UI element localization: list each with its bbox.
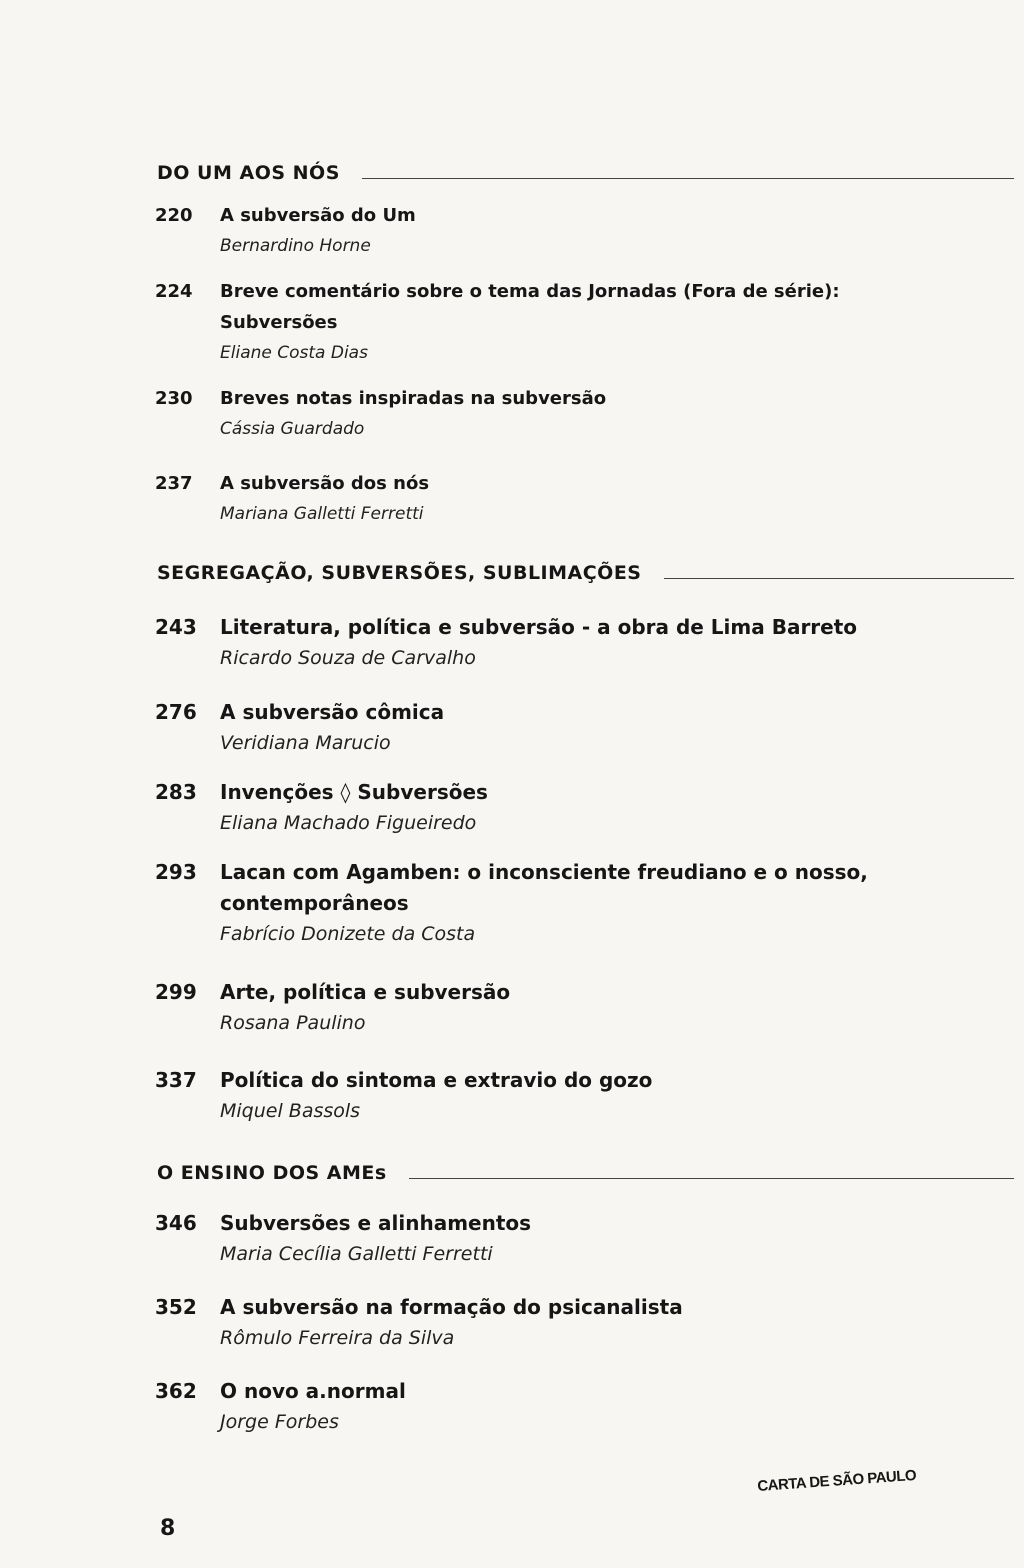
entry-author: Veridiana Marucio <box>220 732 391 754</box>
entry-page-number: 362 <box>155 1379 197 1403</box>
entry-page-number: 237 <box>155 473 193 494</box>
entry-page-number: 299 <box>155 980 197 1004</box>
toc-entry[interactable] <box>155 697 984 758</box>
section-rule <box>409 1178 1014 1179</box>
entry-title: Invenções ◊ Subversões <box>220 780 488 804</box>
page-number: 8 <box>160 1516 176 1541</box>
entry-title: Breves notas inspiradas na subversão <box>220 388 607 409</box>
toc-entry[interactable] <box>155 977 984 1038</box>
entry-title: Subversões e alinhamentos <box>220 1211 532 1235</box>
toc-entry[interactable] <box>155 200 984 261</box>
entry-title: A subversão na formação do psicanalista <box>220 1295 683 1319</box>
entry-author: Rômulo Ferreira da Silva <box>220 1327 455 1349</box>
entry-page-number: 276 <box>155 700 197 724</box>
entry-page-number: 230 <box>155 388 193 409</box>
entry-title: A subversão dos nós <box>220 473 430 494</box>
entry-title: Lacan com Agamben: o inconsciente freudiano e o nosso, <box>220 860 868 884</box>
section-title: DO UM AOS NÓS <box>157 162 340 184</box>
toc-entry[interactable] <box>155 612 984 673</box>
entry-title-continuation: Subversões <box>220 312 338 333</box>
entry-author: Maria Cecília Galletti Ferretti <box>220 1243 493 1265</box>
entry-title-continuation: contemporâneos <box>220 891 409 915</box>
entry-page-number: 352 <box>155 1295 197 1319</box>
entry-author: Cássia Guardado <box>220 419 365 439</box>
entry-title: Literatura, política e subversão - a obra de Lima Barreto <box>220 615 858 639</box>
toc-entry[interactable] <box>155 276 984 368</box>
section-rule <box>664 578 1015 579</box>
entry-author: Mariana Galletti Ferretti <box>220 504 424 524</box>
entry-title: Arte, política e subversão <box>220 980 511 1004</box>
entry-page-number: 346 <box>155 1211 197 1235</box>
entry-page-number: 224 <box>155 281 193 302</box>
entry-page-number: 337 <box>155 1068 197 1092</box>
toc-entry[interactable] <box>155 383 984 444</box>
section-title: O ENSINO DOS AMEs <box>157 1162 387 1184</box>
section-header <box>157 558 1014 588</box>
entry-author: Eliane Costa Dias <box>220 343 368 363</box>
entry-author: Rosana Paulino <box>220 1012 366 1034</box>
entry-author: Jorge Forbes <box>220 1411 339 1433</box>
toc-entry[interactable] <box>155 1065 984 1126</box>
entry-title: A subversão cômica <box>220 700 445 724</box>
toc-entry[interactable] <box>155 1376 984 1437</box>
entry-author: Bernardino Horne <box>220 236 371 256</box>
toc-entry[interactable] <box>155 1208 984 1269</box>
entry-author: Ricardo Souza de Carvalho <box>220 647 476 669</box>
toc-entry[interactable] <box>155 777 984 838</box>
section-rule <box>362 178 1014 179</box>
entry-author: Eliana Machado Figueiredo <box>220 812 477 834</box>
entry-title: A subversão do Um <box>220 205 416 226</box>
section-header <box>157 158 1014 188</box>
entry-page-number: 293 <box>155 860 197 884</box>
toc-entry[interactable] <box>155 468 984 529</box>
entry-title: Política do sintoma e extravio do gozo <box>220 1068 653 1092</box>
section-header <box>157 1158 1014 1188</box>
section-title: SEGREGAÇÃO, SUBVERSÕES, SUBLIMAÇÕES <box>157 562 642 584</box>
toc-entry[interactable] <box>155 857 984 949</box>
entry-author: Miquel Bassols <box>220 1100 361 1122</box>
toc-entry[interactable] <box>155 1292 984 1353</box>
entry-title: O novo a.normal <box>220 1379 406 1403</box>
entry-author: Fabrício Donizete da Costa <box>220 923 476 945</box>
entry-page-number: 243 <box>155 615 197 639</box>
entry-page-number: 283 <box>155 780 197 804</box>
entry-title: Breve comentário sobre o tema das Jornadas (Fora de série): <box>220 281 840 302</box>
publication-brand: CARTA DE SÃO PAULO <box>756 1466 917 1495</box>
entry-page-number: 220 <box>155 205 193 226</box>
